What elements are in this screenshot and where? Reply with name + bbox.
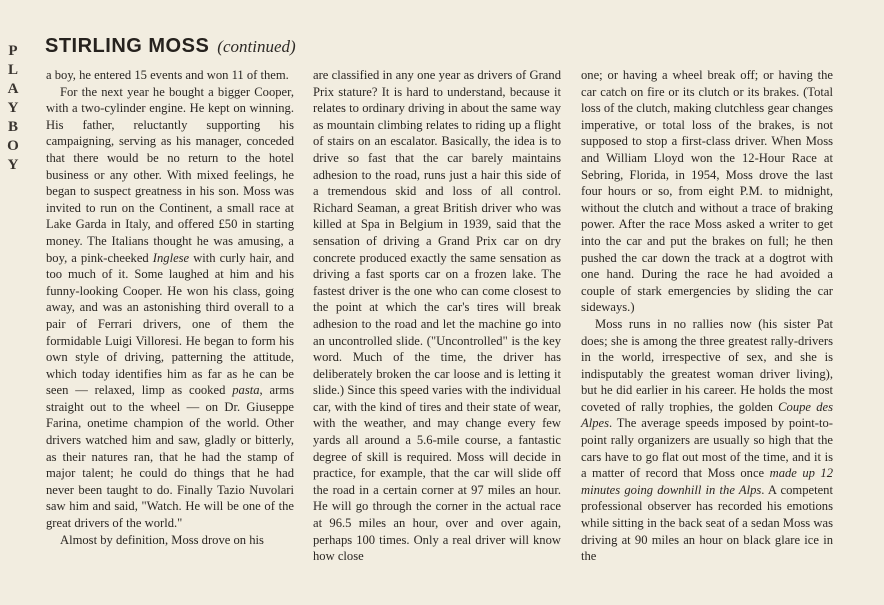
- text-column-1: [46, 67, 294, 554]
- paragraph: one; or having a wheel break off; or having the car catch on fire or its clutch or its brakes. (Total loss of the clutch, making clutchless gear changes imperative, or total loss of the brakes, is not supposed to stop a first-class driver. When Moss and William Lloyd won the 12-Hour Race at Sebring, Florida, in 1954, Moss drove the last four hours or so, from eight P.M. to midnight, without the clutch and without a trace of braking power. After the race Moss asked a writer to get into the car and put the brakes on full; he then pushed the car down the track at a dogtrot with one hand. During the race he had avoided a couple of stark emergencies by sliding the car sideways.): [581, 68, 833, 315]
- article-subtitle: (continued): [217, 37, 296, 56]
- paragraph: a boy, he entered 15 events and won 11 of them.: [46, 68, 289, 82]
- paragraph: Moss runs in no rallies now (his sister Pat does; she is among the three greatest rally-drivers in the world, irrespective of sex, and she is indisputably the greatest woman driver living), but he did earlier in his career. He holds the most coveted of rally trophies, the golden Coupe des Alpes. The average speeds imposed by point-to-point rally organizers are usually so high that the cars have to go flat out most of the time, and it is a matter of record that Moss once made up 12 minutes going downhill in the Alps. A competent professional observer has recorded his emotions while sitting in the back seat of a sedan Moss was driving at 90 miles an hour on black glare ice in the: [581, 316, 834, 564]
- side-letter: A: [7, 81, 19, 97]
- paragraph: Almost by definition, Moss drove on his: [60, 532, 264, 547]
- side-label-playboy: [6, 42, 20, 175]
- article-header: [45, 35, 296, 58]
- side-letter: P: [8, 43, 18, 59]
- paragraph: are classified in any one year as drivers of Grand Prix stature? It is hard to understand, because it relates to ordinary driving in about the same way as mountain climbing relates to riding up a flight of stairs on an escalator. Basically, the idea is to drive so fast that the car barely maintains adhesion to the road, runs just a hair this side of a tremendous skid and loss of all control. Richard Seaman, a great British driver who was killed at Spa in Belgium in 1939, said that the sensation of driving a Grand Prix car on dry concrete produced exactly the same sensation as driving a fast sports car on a frozen lake. The fastest driver is the one who can come closest to the point at which the car's tires will break adhesion to the road and let the machine go into an uncontrolled slide. ("Uncontrolled" is the key word. Much of the time, the driver has deliberately broken the car loose and is letting it slide.) Since this speed varies with the individual car, with the kind of tires and their state of wear, with the weather, and may change every few yards all around a 5.6-mile course, a fantastic degree of skill is required. Moss will decide in practice, for example, that the car will slide off the road in a certain corner at 97 miles an hour. He will go through the corner in the actual race at 96.5 miles an hour, over and over again, perhaps 100 times. Only a real driver will know how close: [313, 68, 561, 564]
- text-column-3: [581, 67, 833, 565]
- side-letter: O: [7, 138, 19, 154]
- side-letter: Y: [7, 157, 19, 173]
- side-letter: B: [7, 119, 18, 135]
- article-title: STIRLING MOSS: [45, 35, 210, 57]
- side-letter: Y: [7, 100, 19, 116]
- side-letter: L: [7, 62, 18, 78]
- text-column-2: [313, 67, 561, 565]
- paragraph: For the next year he bought a bigger Cooper, with a two-cylinder engine. He kept on winning. His father, reluctantly supporting his campaigning, serving as his manager, conceded that there would be no return to the hotel business or any other. With mixed feelings, he began to suspect greatness in his son. Moss was invited to run on the Continent, a small race at Lake Garda in Italy, and offered £50 in starting money. The Italians thought he was amusing, a boy, a pink-cheeked Inglese with curly hair, and too much of it. Some laughed at him and his funny-looking Cooper. He won his class, going away, and was an astonishing third overall to a pair of Ferrari drivers, one of them the formidable Luigi Villoresi. He began to form his own style of driving, patterning the attitude, which today identifies him as far as he can be seen — relaxed, limp as cooked pasta, arms straight out to the wheel — on Dr. Giuseppe Farina, onetime champion of the world. Other drivers watched him and saw, gladly or bitterly, as their natures ran, that he had the stamp of major talent; he could do things that he had never been taught to do. Finally Tazio Nuvolari saw him and said, "Watch. He will be one of the great drivers of the world.": [46, 84, 295, 531]
